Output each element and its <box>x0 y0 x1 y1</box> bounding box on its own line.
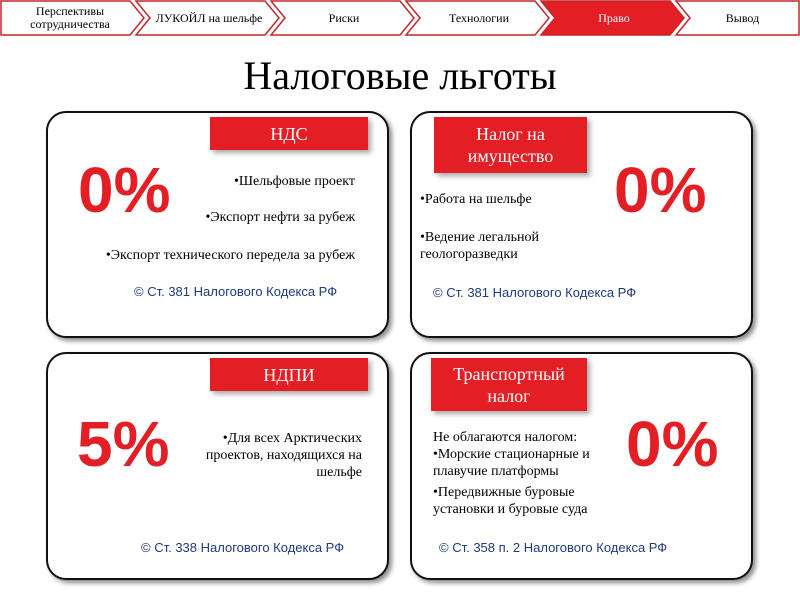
citation-transport-tax: © Ст. 358 п. 2 Налогового Кодекса РФ <box>439 540 668 555</box>
bullet-transport-1: •Морские стационарные и плавучие платформы <box>433 447 590 479</box>
bullet-mineral-1: •Для всех Арктических проектов, находящихся на шельфе <box>205 431 362 480</box>
tag-property-tax: Налог на имущество <box>434 117 587 173</box>
citation-vat: © Ст. 381 Налогового Кодекса РФ <box>134 284 338 299</box>
percent-vat: 0% <box>78 154 171 226</box>
nav-item-technologies[interactable]: Технологии <box>448 10 510 25</box>
nav-item-conclusion[interactable]: Вывод <box>725 10 760 25</box>
bullet-property-2: •Ведение легальной геологоразведки <box>420 230 539 262</box>
citation-mineral-tax: © Ст. 338 Налогового Кодекса РФ <box>141 540 345 555</box>
nav-item-risks[interactable]: Риски <box>328 10 360 25</box>
nav-bar <box>0 0 800 38</box>
tag-vat: НДС <box>210 117 368 150</box>
percent-transport-tax: 0% <box>626 408 719 480</box>
tag-transport-tax: Транспортный налог <box>431 358 587 411</box>
nav-item-law[interactable]: Право <box>598 10 630 25</box>
transport-intro: Не облагаются налогом: <box>433 430 578 445</box>
bullet-vat-2: •Экспорт нефти за рубеж <box>205 210 355 225</box>
bullet-vat-3: •Экспорт технического передела за рубеж <box>105 248 355 263</box>
nav-item-lukoil-shelf[interactable]: ЛУКОЙЛ на шельфе <box>155 10 263 25</box>
page-title: Налоговые льготы <box>243 53 557 98</box>
bullet-property-1: •Работа на шельфе <box>420 192 532 207</box>
bullet-vat-1: •Шельфовые проект <box>233 174 355 189</box>
citation-property-tax: © Ст. 381 Налогового Кодекса РФ <box>433 285 637 300</box>
tag-mineral-tax: НДПИ <box>210 358 368 391</box>
percent-mineral-tax: 5% <box>77 408 170 480</box>
bullet-transport-2: •Передвижные буровые установки и буровые суда <box>433 485 588 517</box>
nav-item-perspectives[interactable]: Перспективы сотрудничества <box>30 4 110 31</box>
percent-property-tax: 0% <box>614 154 707 226</box>
